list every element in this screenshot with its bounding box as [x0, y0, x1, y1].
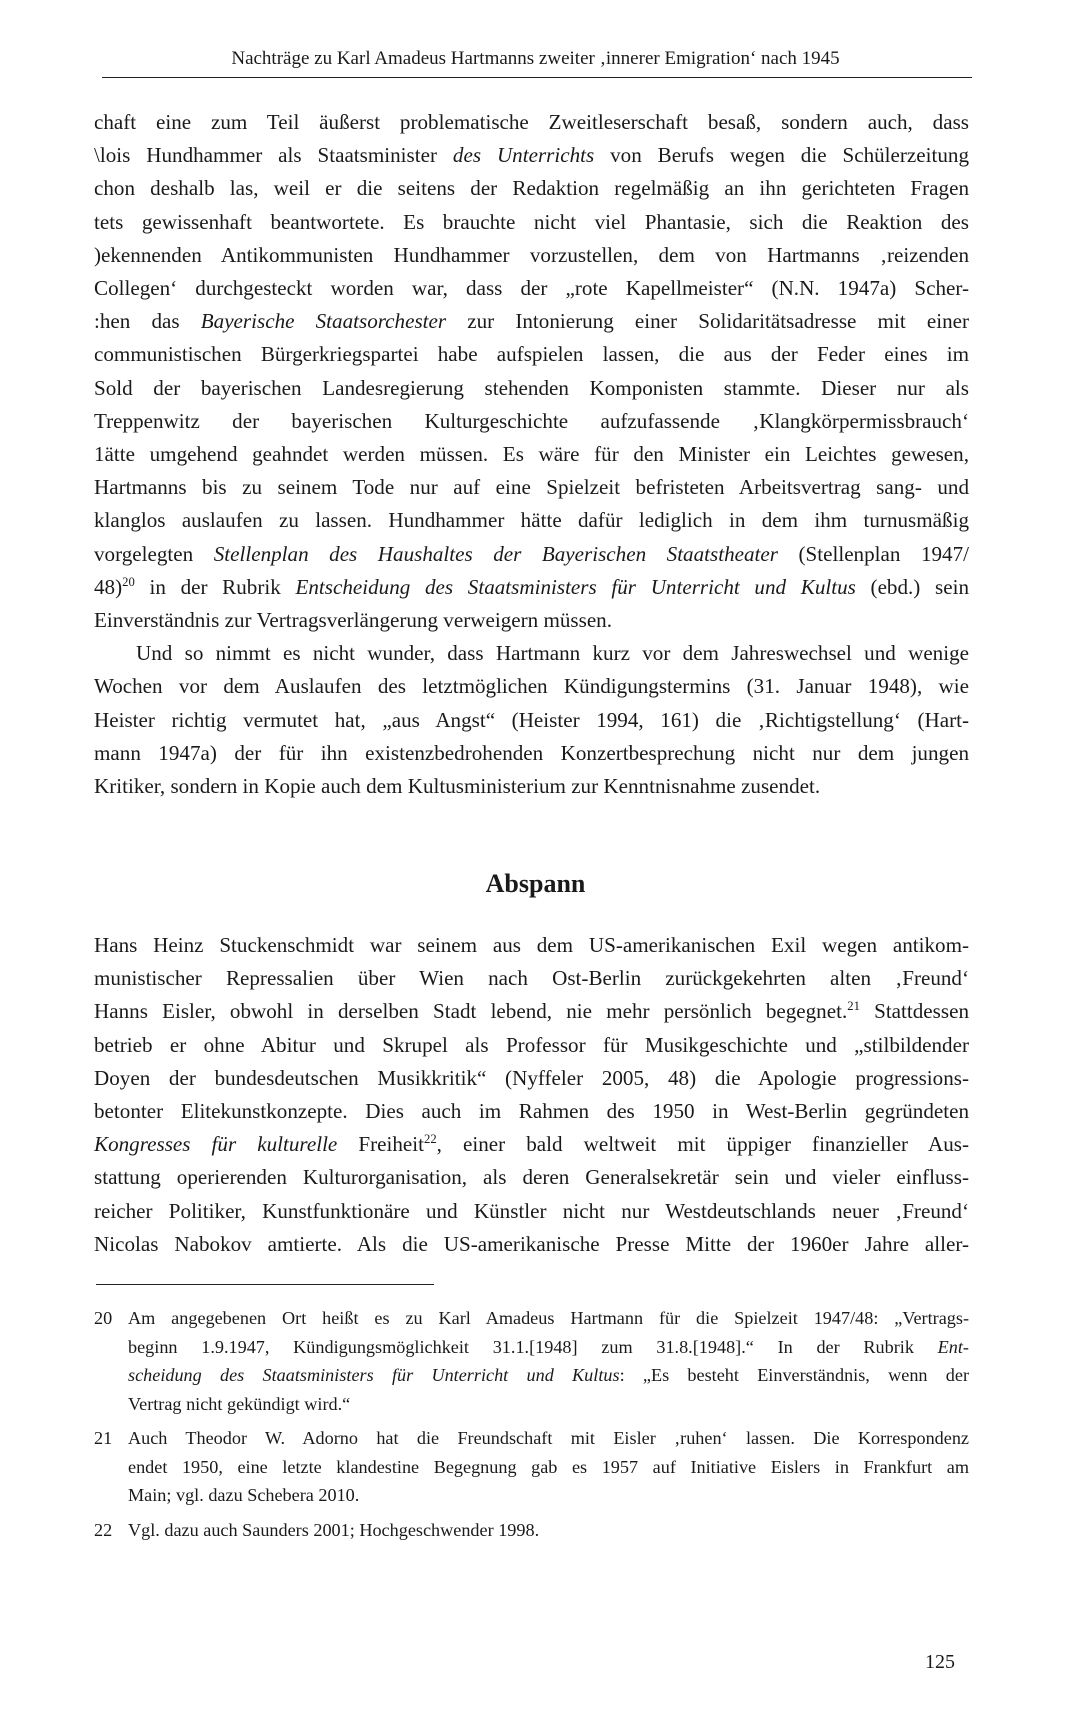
text-run: Kritiker, sondern in Kopie auch dem Kultusministerium zur Kenntnisnahme zusendet. [94, 774, 821, 799]
italic-text: Bayerische Staatsorchester [200, 309, 447, 334]
text-run: Treppenwitz der bayerischen Kulturgeschichte aufzufassende ‚Klangkörpermissbrauch‘ [94, 408, 969, 433]
text-run: Main; vgl. dazu Schebera 2010. [128, 1485, 360, 1505]
italic-text: Ent- [937, 1336, 969, 1357]
footnote [94, 1304, 969, 1418]
running-head: Nachträge zu Karl Amadeus Hartmanns zweiter ‚innerer Emigration‘ nach 1945 [231, 48, 840, 69]
text-run: von Berufs wegen die Schülerzeitung [594, 143, 969, 168]
text-line [94, 239, 969, 272]
text-line [128, 1424, 969, 1453]
footnote-text [128, 1304, 969, 1418]
text-run: betonter Elitekunstkonzepte. Dies auch im Rahmen des 1950 in West-Berlin gegründeten [94, 1099, 969, 1124]
footnote-number: 20 [94, 1308, 113, 1328]
text-run: Doyen der bundesdeutschen Musikkritik“ (Nyffeler 2005, 48) die Apologie progressions- [94, 1065, 969, 1090]
text-run: munistischer Repressalien über Wien nach Ost-Berlin zurückgekehrten alten ‚Freund‘ [94, 966, 969, 991]
footnote-marker: 22 [424, 1132, 437, 1147]
text-line [94, 1029, 969, 1062]
text-line [94, 538, 969, 571]
text-run: beginn 1.9.1947, Kündigungsmöglichkeit 31.1.[1948] zum 31.8.[1948].“ In der Rubrik [128, 1336, 938, 1357]
text-run: Stattdessen [859, 999, 969, 1024]
text-line [94, 1228, 969, 1261]
text-line [128, 1481, 969, 1510]
text-run: )ekennenden Antikommunisten Hundhammer vorzustellen, dem von Hartmanns ‚reizenden [94, 242, 969, 267]
text-line [94, 704, 969, 737]
text-run: Hartmanns bis zu seinem Tode nur auf eine Spielzeit befristeten Arbeitsvertrag sang- und [94, 475, 969, 500]
text-line [94, 139, 969, 172]
text-line [94, 1095, 969, 1128]
text-run: Nicolas Nabokov amtierte. Als die US-amerikanische Presse Mitte der 1960er Jahre aller- [94, 1231, 969, 1256]
text-line [94, 929, 969, 962]
text-line [94, 438, 969, 471]
italic-text: Entscheidung des Staatsministers für Unterricht und Kultus [295, 574, 856, 599]
text-run: Hans Heinz Stuckenschmidt war seinem aus dem US-amerikanischen Exil wegen antikom- [94, 933, 969, 957]
italic-text: des Unterrichts [452, 143, 595, 168]
footnote-rule [96, 1284, 434, 1285]
text-line [94, 338, 969, 371]
section-heading: Abspann [485, 869, 586, 898]
footnote-number: 22 [94, 1519, 113, 1540]
text-run: Sold der bayerischen Landesregierung stehenden Komponisten stammte. Dieser nur als [94, 375, 969, 400]
text-run: in der Rubrik [134, 574, 296, 599]
text-line [94, 737, 969, 770]
footnote-number: 21 [94, 1428, 113, 1448]
text-run: : „Es besteht Einverständnis, wenn der [619, 1365, 969, 1385]
text-line [94, 1062, 969, 1095]
footnotes [94, 1304, 969, 1550]
text-run: reicher Politiker, Kunstfunktionäre und Künstler nicht nur Westdeutschlands neuer ‚Freund‘ [94, 1198, 969, 1223]
footnote-text [128, 1516, 969, 1545]
text-line [94, 504, 969, 537]
text-line [128, 1333, 969, 1362]
text-run: mann 1947a) der für ihn existenzbedrohenden Konzertbesprechung nicht nur dem jungen [94, 740, 969, 765]
text-line [94, 670, 969, 703]
body-text-section-2 [94, 929, 969, 1261]
text-run: Collegen‘ durchgesteckt worden war, dass der „rote Kapellmeister“ (N.N. 1947a) Scher- [94, 276, 969, 301]
text-run: communistischen Bürgerkriegspartei habe aufspielen lassen, die aus der Feder eines im [94, 342, 969, 367]
text-run: klanglos auslaufen zu lassen. Hundhammer hätte dafür lediglich in dem ihm turnusmäßig [94, 508, 969, 533]
text-line [128, 1390, 969, 1419]
text-run: \lois Hundhammer als Staatsminister [94, 143, 453, 168]
text-run: Vertrag nicht gekündigt wird.“ [128, 1393, 351, 1414]
page-number: 125 [925, 1651, 955, 1673]
italic-text: Kongresses für kulturelle [94, 1132, 338, 1157]
text-run: Wochen vor dem Auslaufen des letztmöglichen Kündigungstermins (31. Januar 1948), wie [94, 674, 969, 699]
text-run: Freiheit [337, 1132, 424, 1157]
text-line [94, 604, 969, 637]
footnote-marker: 20 [122, 574, 135, 589]
italic-text: scheidung des Staatsministers für Unterricht und Kultus [128, 1365, 620, 1385]
text-line [94, 962, 969, 995]
text-line [94, 770, 969, 803]
text-line [128, 1361, 969, 1390]
text-line [94, 571, 969, 604]
text-run: Am angegebenen Ort heißt es zu Karl Amadeus Hartmann für die Spielzeit 1947/48: „Vertrags- [128, 1308, 969, 1328]
text-line [94, 172, 969, 205]
text-run: zur Intonierung einer Solidaritätsadresse mit einer [446, 309, 969, 334]
text-line [94, 1161, 969, 1194]
text-line [94, 471, 969, 504]
text-line [94, 637, 969, 670]
footnote [94, 1516, 969, 1545]
text-line [94, 995, 969, 1028]
text-run: (ebd.) sein [855, 574, 969, 599]
text-run: Einverständnis zur Vertragsverlängerung verweigern müssen. [94, 608, 613, 633]
header-rule [102, 77, 972, 78]
text-line [94, 1195, 969, 1228]
text-run: vorgelegten [94, 541, 214, 566]
italic-text: Stellenplan des Haushaltes der Bayerischen Staatstheater [213, 541, 778, 566]
text-line [128, 1453, 969, 1482]
text-run: 1ätte umgehend geahndet werden müssen. Es wäre für den Minister ein Leichtes gewesen, [94, 442, 969, 467]
text-run: Vgl. dazu auch Saunders 2001; Hochgeschwender 1998. [128, 1519, 540, 1540]
text-run: Heister richtig vermutet hat, „aus Angst“ (Heister 1994, 161) die ‚Richtigstellung‘ (Hart- [94, 707, 969, 732]
text-run: Und so nimmt es nicht wunder, dass Hartmann kurz vor dem Jahreswechsel und wenige [136, 641, 969, 666]
text-run: 48) [94, 574, 123, 599]
footnote-text [128, 1424, 969, 1510]
text-line [94, 372, 969, 405]
text-run: :hen das [94, 309, 201, 334]
text-line [94, 305, 969, 338]
text-run: betrieb er ohne Abitur und Skrupel als Professor für Musikgeschichte und „stilbildender [94, 1032, 969, 1057]
text-run: stattung operierenden Kulturorganisation, als deren Generalsekretär sein und vieler einfluss- [94, 1165, 969, 1190]
body-text-section-1 [94, 106, 969, 803]
text-line [94, 206, 969, 239]
text-run: Auch Theodor W. Adorno hat die Freundschaft mit Eisler ‚ruhen‘ lassen. Die Korrespondenz [128, 1428, 969, 1448]
text-line [94, 1128, 969, 1161]
text-line [94, 272, 969, 305]
text-run: endet 1950, eine letzte klandestine Begegnung gab es 1957 auf Initiative Eislers in Frankfurt am [128, 1456, 969, 1477]
text-line [94, 106, 969, 139]
text-line [94, 405, 969, 438]
text-run: tets gewissenhaft beantwortete. Es brauchte nicht viel Phantasie, sich die Reaktion des [94, 209, 969, 234]
text-line [128, 1304, 969, 1333]
text-run: Hanns Eisler, obwohl in derselben Stadt lebend, nie mehr persönlich begegnet. [94, 999, 848, 1024]
footnote [94, 1424, 969, 1510]
text-run: chon deshalb las, weil er die seitens der Redaktion regelmäßig an ihn gerichteten Fragen [94, 176, 969, 201]
text-run: , einer bald weltweit mit üppiger finanzieller Aus- [436, 1132, 969, 1157]
text-run: (Stellenplan 1947/ [777, 541, 969, 566]
footnote-marker: 21 [847, 999, 860, 1014]
text-run: chaft eine zum Teil äußerst problematische Zweitleserschaft besaß, sondern auch, dass [94, 110, 969, 134]
text-line [128, 1516, 969, 1545]
